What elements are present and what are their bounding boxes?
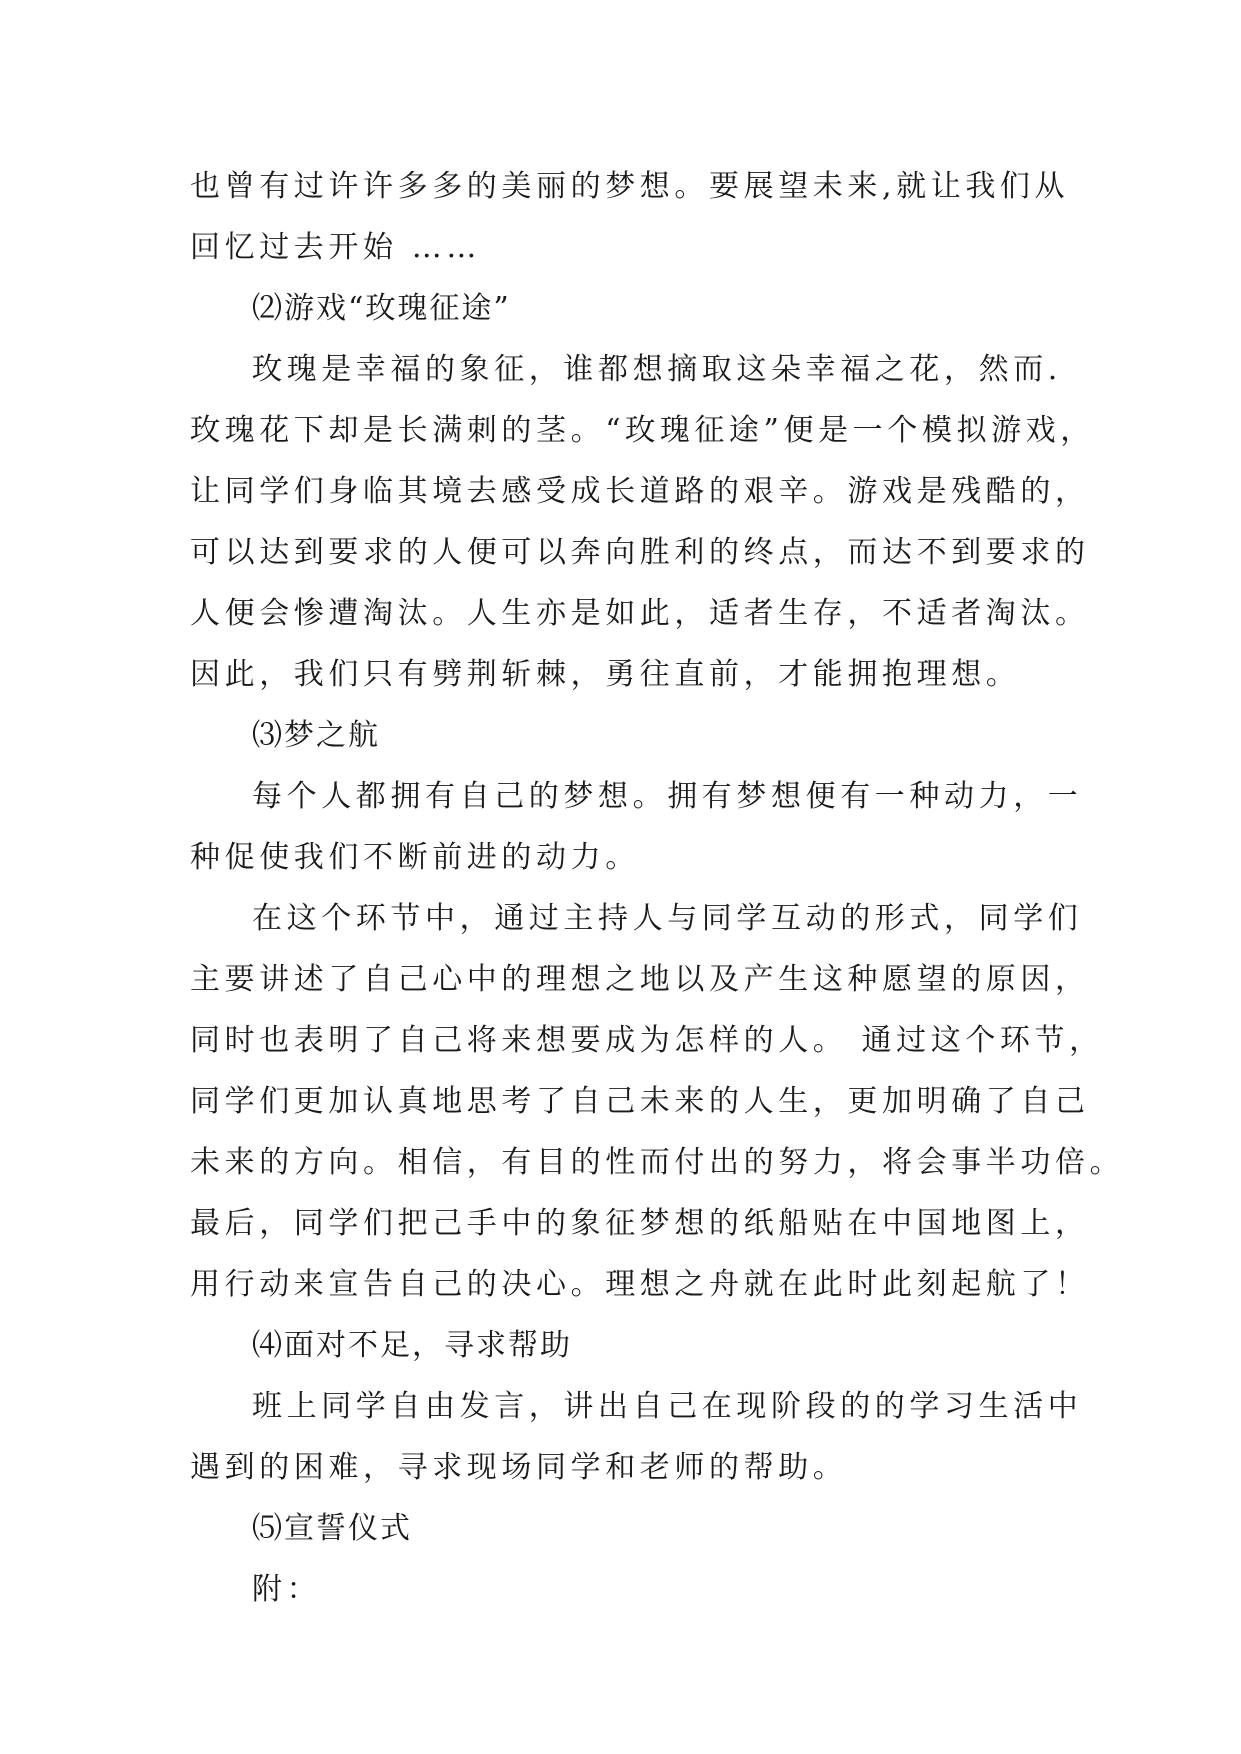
paragraph-first-line: 在这个环节中，通过主持人与同学互动的形式，同学们 <box>252 901 1083 936</box>
appendix-label: 附： <box>252 1572 322 1607</box>
section-heading: ⑷面对不足，寻求帮助 <box>252 1328 572 1363</box>
body-line: 遇到的困难，寻求现场同学和老师的帮助。 <box>190 1450 848 1485</box>
body-line: 种促使我们不断前进的动力。 <box>190 840 640 875</box>
body-line: 同时也表明了自己将来想要成为怎样的人。 通过这个环节， <box>190 1023 1104 1058</box>
body-line: 未来的方向。相信，有目的性而付出的努力，将会事半功倍。 <box>190 1145 1125 1180</box>
body-line: 主要讲述了自己心中的理想之地以及产生这种愿望的原因， <box>190 962 1090 997</box>
body-line: 也曾有过许许多多的美丽的梦想。要展望未来,就让我们从 <box>190 169 1070 204</box>
body-line: 最后，同学们把己手中的象征梦想的纸船贴在中国地图上， <box>190 1206 1090 1241</box>
section-heading: ⑶梦之航 <box>252 718 380 753</box>
document-body <box>190 156 1125 1620</box>
paragraph-first-line: 每个人都拥有自己的梦想。拥有梦想便有一种动力，一 <box>252 779 1083 814</box>
paragraph-first-line: 玫瑰是幸福的象征，谁都想摘取这朵幸福之花，然而. <box>252 352 1062 387</box>
body-line: 因此，我们只有劈荆斩棘，勇往直前，才能拥抱理想。 <box>190 657 1021 692</box>
body-line: 人便会惨遭淘汰。人生亦是如此，适者生存，不适者淘汰。 <box>190 596 1090 631</box>
body-line: 回忆过去开始 …… <box>190 230 481 265</box>
section-heading: ⑵游戏“玫瑰征途” <box>252 291 511 326</box>
body-line: 让同学们身临其境去感受成长道路的艰辛。游戏是残酷的， <box>190 474 1090 509</box>
body-line: 可以达到要求的人便可以奔向胜利的终点，而达不到要求的 <box>190 535 1090 570</box>
section-heading: ⑸宣誓仪式 <box>252 1511 412 1546</box>
body-line: 玫瑰花下却是长满刺的茎。“玫瑰征途”便是一个模拟游戏， <box>190 413 1095 448</box>
body-line: 同学们更加认真地思考了自己未来的人生，更加明确了自己 <box>190 1084 1090 1119</box>
body-line: 用行动来宣告自己的决心。理想之舟就在此时此刻起航了！ <box>190 1267 1090 1302</box>
paragraph-first-line: 班上同学自由发言，讲出自己在现阶段的的学习生活中 <box>252 1389 1083 1424</box>
